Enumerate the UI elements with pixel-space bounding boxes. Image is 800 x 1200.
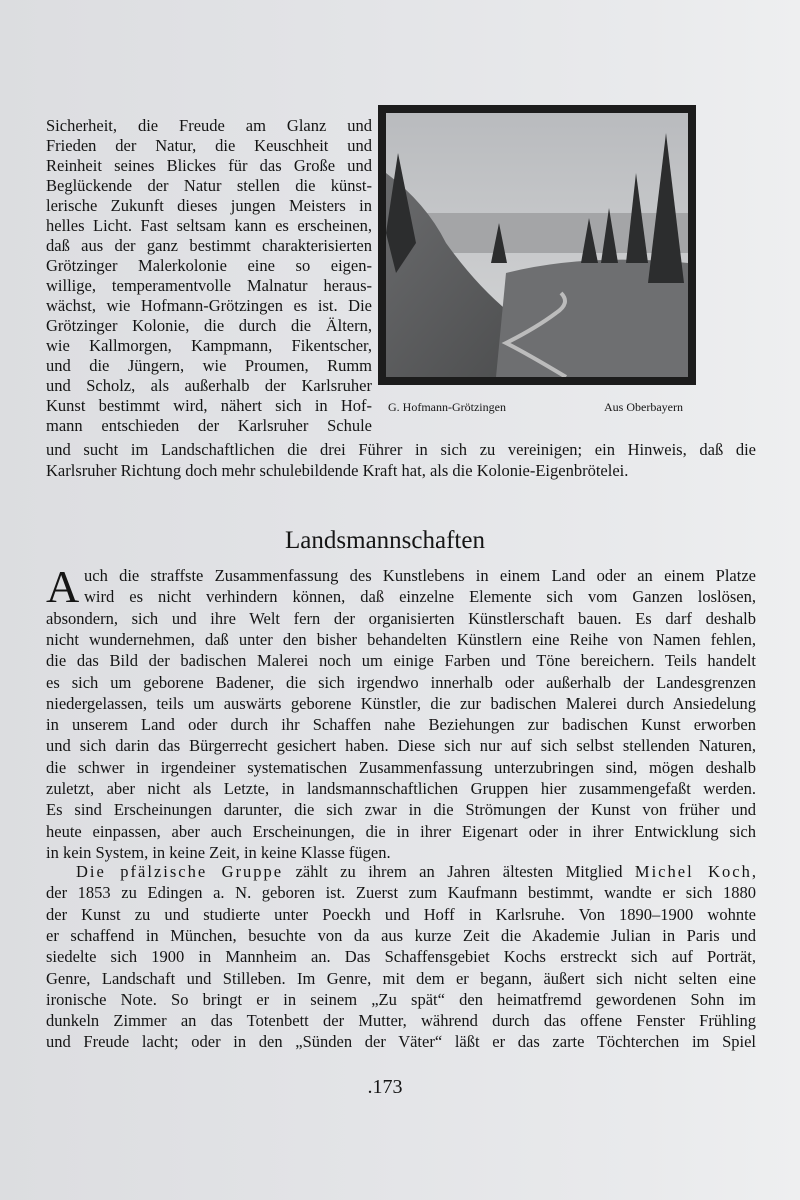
text-line: Grötzinger Malerkolonie eine so eigen- xyxy=(46,256,372,275)
text-line: ironische Note. So bringt er in seinem „Zu spät“ den heimatfremd gewordenen Sohn im xyxy=(46,989,756,1009)
text-line: und sich darin das Bürgerrecht gesichert haben. Diese sich nur auf sich selbst stellenden Naturen, xyxy=(46,736,756,756)
text-line: Beglückende der Natur stellen die künst- xyxy=(46,176,372,195)
text-line: Reinheit seines Blickes für das Große und xyxy=(46,156,372,175)
drop-cap: A xyxy=(46,561,80,612)
text-line: und die Jüngern, wie Proumen, Rumm xyxy=(46,356,372,375)
text-line: Frieden der Natur, die Keuschheit und xyxy=(46,136,372,155)
text-line: der 1853 zu Edingen a. N. geboren ist. Zuerst zum Kaufmann bestimmt, wandte er sich 1880 xyxy=(46,883,756,903)
text-line: und Freude lacht; oder in den „Sünden der Väter“ läßt er das zarte Töchterchen im Spiel xyxy=(46,1032,756,1052)
landscape-painting-image xyxy=(386,113,688,377)
text-line: und sucht im Landschaftlichen die drei Führer in sich zu vereinigen; ein Hinweis, daß die xyxy=(46,440,756,459)
page-number: .173 xyxy=(367,1076,403,1098)
text-line: nicht wundernehmen, daß unter den bisher behandelten Künstlern eine Reihe von Namen fehlen, xyxy=(46,629,756,649)
text-line: heute einpassen, aber auch Erscheinungen, die in ihrer Eigenart oder in ihrer Entwicklung sich xyxy=(46,821,756,841)
text-line: Genre, Landschaft und Stilleben. Im Genre, mit dem er begann, äußert sich nicht selten eine xyxy=(46,968,756,988)
text-line: siedelte sich 1900 in Mannheim an. Das Schaffensgebiet Kochs erstreckt sich auf Porträt, xyxy=(46,947,756,967)
paragraph-2-lead xyxy=(46,862,756,882)
text-line: wird es nicht verhindern können, daß einzelne Elemente sich vom Ganzen loslösen, xyxy=(84,587,756,607)
text-line: er schaffend in München, besuchte von da aus kurze Zeit die Akademie Julian in Paris und xyxy=(46,925,756,945)
text-line: dunkeln Zimmer an das Totenbett der Mutter, während durch das offene Fenster Frühling xyxy=(46,1011,756,1031)
figure-caption-artist: G. Hofmann-Grötzingen xyxy=(388,400,506,414)
text-line: Sicherheit, die Freude am Glanz und xyxy=(46,116,372,135)
text-line: wächst, wie Hofmann-Grötzingen es ist. Die xyxy=(46,296,372,315)
text-line: willige, temperamentvolle Malnatur heraus- xyxy=(46,276,372,295)
text-line: wie Kallmorgen, Kampmann, Fikentscher, xyxy=(46,336,372,355)
text-line: Kunst bestimmt wird, nähert sich in Hof- xyxy=(46,396,372,415)
lead-end: , xyxy=(751,862,756,881)
text-line: daß aus der ganz bestimmt charakterisierten xyxy=(46,236,372,255)
text-line: helles Licht. Fast seltsam kann es erscheinen, xyxy=(46,216,372,235)
text-line: in unserem Land oder durch ihr Schaffen nahe Beziehungen zur badischen Kunst erworben xyxy=(46,715,756,735)
text-line: es sich um geborene Badener, die sich irgendwo innerhalb oder außerhalb der Landesgrenzen xyxy=(46,672,756,692)
text-line: zuletzt, aber nicht als Letzte, in landsmannschaftlichen Gruppen hier zusammengefaßt werden. xyxy=(46,779,756,798)
text-line: absondern, sich und ihre Welt fern der organisierten Künstlerschaft bauen. Es darf deshalb xyxy=(46,608,756,628)
text-line: Grötzinger Kolonie, die durch die Ältern, xyxy=(46,316,372,335)
text-line: die schwer in irgendeiner systematischen Zusammenfassung unterzubringen sind, mögen deshalb xyxy=(46,757,756,777)
text-line: der Kunst zu und studierte unter Poeckh und Hoff in Karlsruhe. Von 1890–1900 wohnte xyxy=(46,904,756,924)
text-line: mann entschieden der Karlsruher Schule xyxy=(46,416,372,435)
text-line: und Scholz, als außerhalb der Karlsruher xyxy=(46,376,372,395)
text-line: in kein System, in keine Zeit, in keine Klasse fügen. xyxy=(46,842,391,862)
text-line: Es sind Erscheinungen darunter, die sich zwar in die Strömungen der Kunst von früher und xyxy=(46,800,756,820)
lead-text: zählt zu ihrem an Jahren ältesten Mitglied xyxy=(283,862,635,881)
text-line: uch die straffste Zusammenfassung des Kunstlebens in einem Land oder an einem Platze xyxy=(84,566,756,585)
text-line: die das Bild der badischen Malerei noch um einige Farben und Töne bereichern. Teils handelt xyxy=(46,651,756,671)
text-line: Karlsruher Richtung doch mehr schulebildende Kraft hat, als die Kolonie-Eigenbrötelei. xyxy=(46,461,629,480)
section-heading: Landsmannschaften xyxy=(285,527,485,554)
spaced-group-name: Die pfälzische Gruppe xyxy=(76,862,284,881)
landscape-painting-figure xyxy=(378,105,696,385)
figure-caption-title: Aus Oberbayern xyxy=(604,400,683,414)
text-line: niedergelassen, teils um auswärts geborene Künstler, die zur badischen Malerei durch Ansiedelung xyxy=(46,693,756,713)
artist-name: Michel Koch xyxy=(634,862,752,881)
text-line: lerische Zukunft dieses jungen Meisters in xyxy=(46,196,372,215)
